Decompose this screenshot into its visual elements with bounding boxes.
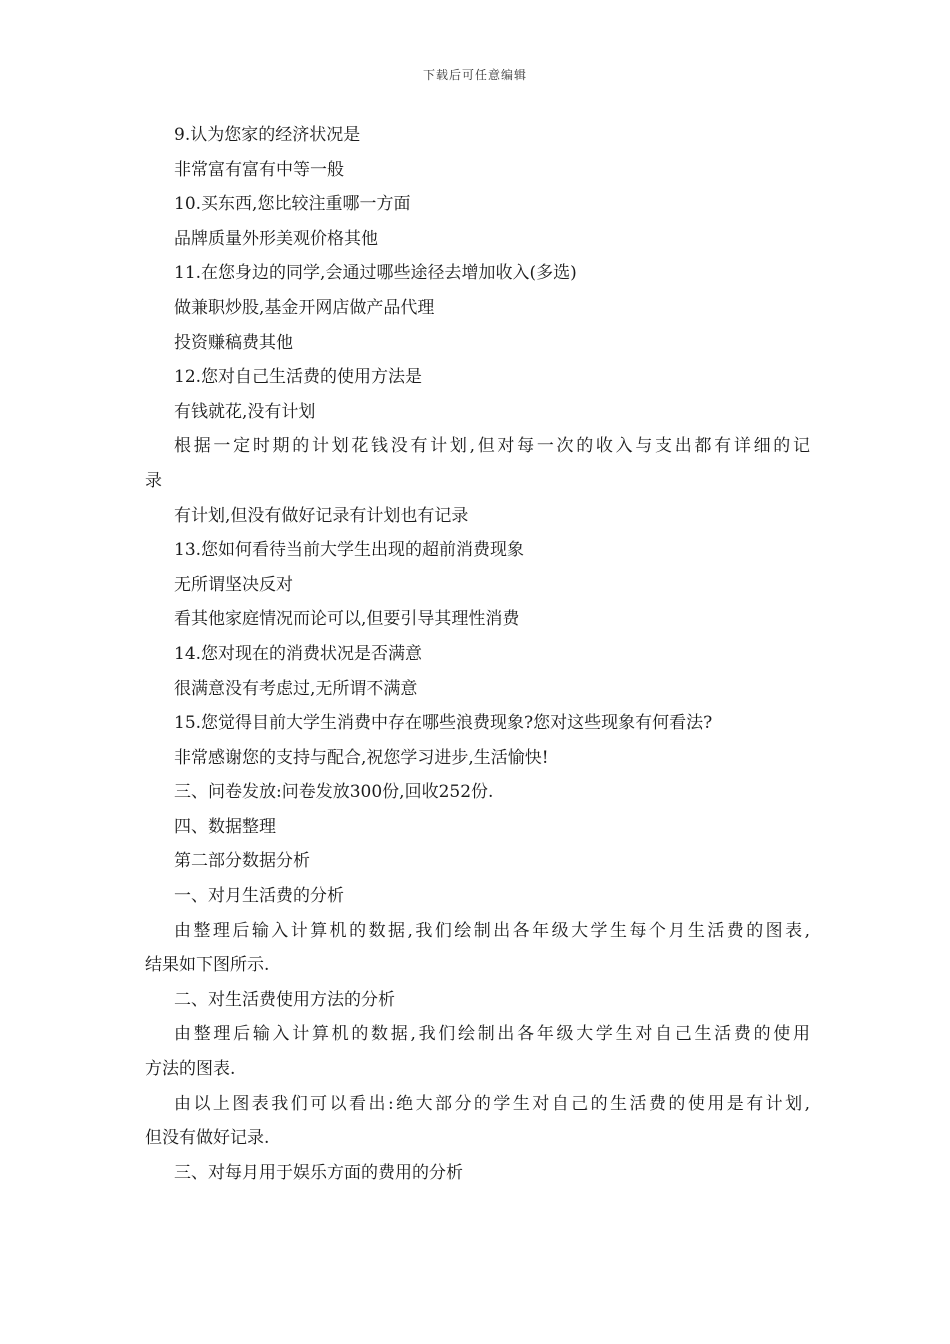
text-line: 品牌质量外形美观价格其他 bbox=[174, 228, 378, 249]
text-line: 13.您如何看待当前大学生出现的超前消费现象 bbox=[174, 540, 525, 561]
document-body bbox=[145, 118, 810, 1190]
text-line: 有钱就花,没有计划 bbox=[174, 401, 316, 422]
text-line: 结果如下图所示. bbox=[145, 955, 270, 976]
text-line: 12.您对自己生活费的使用方法是 bbox=[174, 367, 423, 388]
text-line: 看其他家庭情况而论可以,但要引导其理性消费 bbox=[174, 609, 520, 630]
text-line: 由以上图表我们可以看出:绝大部分的学生对自己的生活费的使用是有计划, bbox=[174, 1093, 810, 1114]
text-line: 做兼职炒股,基金开网店做产品代理 bbox=[174, 297, 435, 318]
text-line: 二、对生活费使用方法的分析 bbox=[174, 989, 395, 1010]
text-line: 9.认为您家的经济状况是 bbox=[174, 125, 361, 145]
text-line: 录 bbox=[145, 470, 162, 491]
text-line: 四、数据整理 bbox=[174, 816, 276, 837]
text-line: 非常富有富有中等一般 bbox=[174, 159, 344, 180]
text-line: 第二部分数据分析 bbox=[174, 851, 310, 872]
text-line: 三、对每月用于娱乐方面的费用的分析 bbox=[174, 1162, 463, 1183]
text-line: 很满意没有考虑过,无所谓不满意 bbox=[174, 678, 418, 699]
text-line: 无所谓坚决反对 bbox=[174, 574, 293, 595]
text-line: 非常感谢您的支持与配合,祝您学习进步,生活愉快! bbox=[174, 747, 549, 768]
text-line: 但没有做好记录. bbox=[145, 1128, 270, 1149]
text-line: 14.您对现在的消费状况是否满意 bbox=[174, 643, 423, 664]
text-line: 由整理后输入计算机的数据,我们绘制出各年级大学生对自己生活费的使用 bbox=[174, 1024, 810, 1045]
text-line: 有计划,但没有做好记录有计划也有记录 bbox=[174, 505, 469, 526]
text-line: 11.在您身边的同学,会通过哪些途径去增加收入(多选) bbox=[174, 263, 577, 284]
text-line: 方法的图表. bbox=[145, 1059, 236, 1080]
page-header-note: 下载后可任意编辑 bbox=[422, 68, 527, 82]
text-line: 三、问卷发放:问卷发放300份,回收252份. bbox=[174, 782, 494, 803]
text-line: 由整理后输入计算机的数据,我们绘制出各年级大学生每个月生活费的图表, bbox=[174, 920, 810, 941]
text-line: 15.您觉得目前大学生消费中存在哪些浪费现象?您对这些现象有何看法? bbox=[174, 713, 713, 734]
text-line: 根据一定时期的计划花钱没有计划,但对每一次的收入与支出都有详细的记 bbox=[174, 436, 810, 457]
text-line: 投资赚稿费其他 bbox=[174, 332, 293, 353]
text-line: 一、对月生活费的分析 bbox=[174, 886, 344, 907]
text-line: 10.买东西,您比较注重哪一方面 bbox=[174, 194, 411, 215]
